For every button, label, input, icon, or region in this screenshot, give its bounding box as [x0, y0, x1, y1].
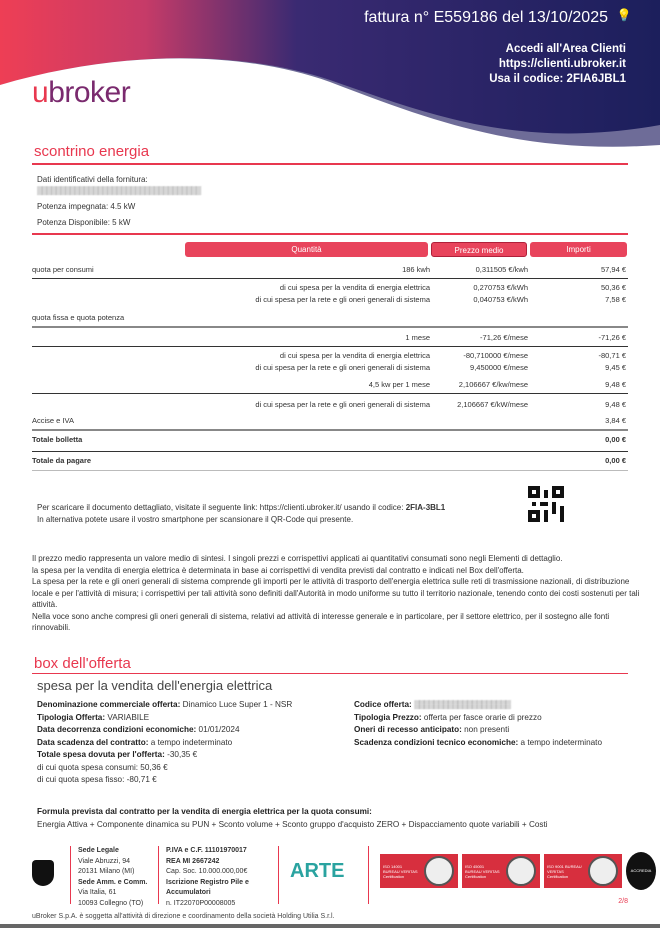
table-row	[32, 332, 628, 344]
table-row	[32, 282, 628, 294]
cell-amount: 9,45 €	[605, 363, 626, 372]
power-available: Potenza Disponibile: 5 kW	[37, 218, 131, 227]
col-header-amounts: Importi	[530, 242, 627, 257]
cell-price: -80,710000 €/mese	[463, 351, 528, 360]
section-title-offer: box dell'offerta	[34, 655, 131, 672]
page-number: 2/8	[618, 898, 628, 905]
cell-qty: di cui spesa per la rete e gli oneri generali di sistema	[255, 363, 430, 372]
plug-icon	[32, 860, 54, 886]
divider	[32, 233, 628, 235]
cell-price: -71,26 €/mese	[480, 333, 528, 342]
iso-45001-badge: ISO 45001 BUREAU VERITAS Certification	[462, 854, 540, 888]
cell-price: 0,270753 €/kWh	[473, 283, 528, 292]
access-line: Accedi all'Area Clienti	[505, 43, 626, 55]
notes: Il prezzo medio rappresenta un valore medio di sintesi. I singoli prezzi e corrispettivi applicati ai quantitativi consumati sono negli Elementi di dettaglio. la spesa per la vendita di energia elettrica è determinata in base ai corrispettivi di vendita previsti dal contratto e indicati nel Box dell'offerta. La spesa per la rete e gli oneri generali di sistema comprende gli importi per le attività di trasporto dell'energia elettrica sulle reti di trasmissione nazionali, di distribuzione locale e per l'attività di misura; i corrispettivi per tali attività sono definiti dall'Autorità in modo uniforme su tutto il territorio nazionale, tenendo conto dei costi sostenuti per tali attività. Nella voce sono anche compresi gli oneri generali di sistema, relativi ad attività di interesse generale e in particolare, per il settore elettrico, per il sostegno alle fonti rinnovabili.	[32, 554, 640, 632]
client-area-info	[489, 42, 626, 87]
cell-price: 2,106667 €/kW/mese	[457, 400, 528, 409]
cell-qty: 1 mese	[405, 333, 430, 342]
disclaimer: uBroker S.p.A. è soggetta all'attività di direzione e coordinamento della società Holding Utilia S.r.l.	[32, 913, 335, 920]
iso-9001-badge: ISO 9001 BUREAU VERITAS Certification	[544, 854, 622, 888]
cell-label: quota per consumi	[32, 265, 94, 274]
cell-price: 0,311505 €/kwh	[475, 265, 528, 274]
col-header-quantity: Quantità	[185, 242, 428, 257]
table-row	[32, 379, 628, 391]
cell-amount: 9,48 €	[605, 400, 626, 409]
formula: Formula prevista dal contratto per la vendita di energia elettrica per la quota consumi: Energia Attiva + Componente dinamica su PUN + Sconto volume + Sconto gruppo d'acquisto ZERO + Dispacciamento quote variabili + Costi	[37, 807, 548, 829]
cell-qty: di cui spesa per la rete e gli oneri generali di sistema	[255, 400, 430, 409]
col-header-avg-price: Prezzo medio	[431, 242, 527, 257]
lightbulb-icon: 💡	[616, 8, 632, 22]
download-code: 2FIA-3BL1	[405, 503, 446, 512]
cell-amount: 3,84 €	[605, 416, 626, 425]
table-row	[32, 362, 628, 374]
access-code: Usa il codice: 2FIA6JBL1	[489, 73, 626, 85]
cell-label: Accise e IVA	[32, 416, 74, 425]
arte-logo: ARTE	[290, 860, 345, 882]
total-to-pay-row: Totale da pagare 0,00 €	[32, 456, 626, 465]
client-area-link[interactable]: https://clienti.ubroker.it	[498, 58, 626, 70]
cell-qty: 4,5 kw per 1 mese	[368, 380, 430, 389]
cell-qty: di cui spesa per la vendita di energia elettrica	[279, 351, 430, 360]
cell-amount: 50,36 €	[600, 283, 626, 292]
table-row	[32, 312, 628, 324]
table-row	[32, 399, 628, 411]
certification-seal-icon	[424, 856, 454, 886]
cell-amount: -80,71 €	[598, 351, 626, 360]
invoice-title: fattura n° E559186 del 13/10/2025	[364, 9, 608, 26]
ubroker-logo: ubroker	[32, 76, 131, 109]
qr-code	[528, 486, 564, 522]
download-info: Per scaricare il documento dettagliato, visitate il seguente link: https://clienti.ubroker.it/ usando il codice: 2FIA-3BL1 In alternativa potete usare il vostro smartphone per scansionare il QR-Code qui presente.	[37, 503, 446, 524]
certification-seal-icon	[506, 856, 536, 886]
cell-amount: 57,94 €	[600, 265, 626, 274]
offer-details-right: Codice offerta: ▒▒▒▒▒▒▒▒▒▒▒▒▒▒▒▒▒▒▒▒ Tipologia Prezzo: offerta per fasce orarie di prezzo Oneri di recesso anticipato: non presenti Scadenza condizioni tecnico economiche: a tempo indeterminato	[354, 700, 602, 747]
cell-qty: di cui spesa per la rete e gli oneri generali di sistema	[255, 295, 430, 304]
accredia-seal: ACCREDIA	[626, 852, 656, 890]
offer-details-left: Denominazione commerciale offerta: Dinamico Luce Super 1 - NSR Tipologia Offerta: VARIABILE Data decorrenza condizioni economiche: 01/01/2024 Data scadenza del contratto: a tempo indeterminato Totale spesa dovuta per l'offerta: -30,35 € di cui quota spesa consumi: 50,36 € di cui quota spesa fisso: -80,71 €	[37, 700, 293, 784]
cell-qty: di cui spesa per la vendita di energia elettrica	[279, 283, 430, 292]
offer-subtitle: spesa per la vendita dell'energia elettrica	[37, 678, 273, 693]
cell-label: quota fissa e quota potenza	[32, 313, 125, 322]
cell-amount: -71,26 €	[598, 333, 626, 342]
footer-address: Sede Legale Viale Abruzzi, 94 20131 Milano (MI) Sede Amm. e Comm. Via Italia, 61 10093 Collegno (TO)	[78, 847, 148, 907]
footer-company-info: P.IVA e C.F. 11101970017 REA MI 2667242 Cap. Soc. 10.000.000,00€ Iscrizione Registro Pile e Accumulatori n. IT22070P00008005	[166, 847, 249, 907]
table-row	[32, 294, 628, 306]
section-title-receipt: scontrino energia	[34, 143, 150, 160]
table-row	[32, 415, 628, 427]
cell-qty: 186 kwh	[402, 265, 430, 274]
power-committed: Potenza impegnata: 4.5 kW	[37, 202, 136, 211]
download-link[interactable]: https://clienti.ubroker.it/	[259, 503, 342, 512]
cell-price: 2,106667 €/kw/mese	[458, 380, 528, 389]
cell-amount: 9,48 €	[605, 380, 626, 389]
cell-amount: 7,58 €	[605, 295, 626, 304]
divider	[32, 163, 628, 165]
table-row	[32, 264, 628, 276]
supply-value-redacted: ▒▒▒▒▒▒▒▒▒▒▒▒▒▒▒▒▒▒▒▒▒▒▒▒▒▒▒▒▒▒▒▒▒▒▒	[37, 186, 201, 195]
certification-seal-icon	[588, 856, 618, 886]
table-row	[32, 350, 628, 362]
total-bill-row: Totale bolletta 0,00 €	[32, 435, 626, 444]
supply-label: Dati identificativi della fornitura:	[37, 175, 148, 184]
iso-14001-badge: ISO 14001 BUREAU VERITAS Certification	[380, 854, 458, 888]
cell-price: 0,040753 €/kWh	[473, 295, 528, 304]
cell-price: 9,450000 €/mese	[470, 363, 528, 372]
